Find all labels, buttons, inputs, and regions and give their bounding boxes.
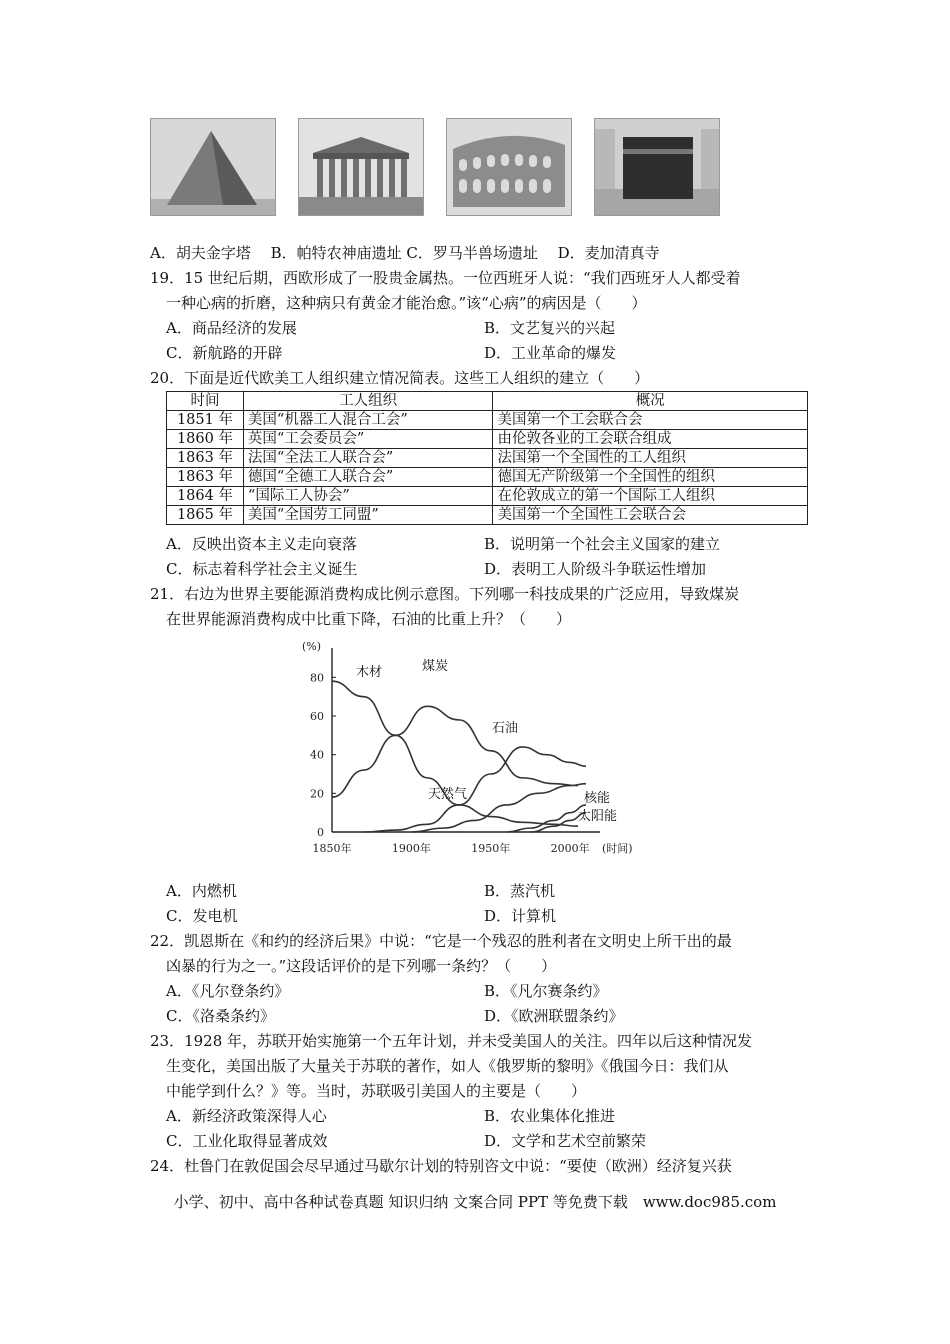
q21-option-d: D．计算机 (484, 907, 557, 925)
y-axis-label: (%) (302, 640, 322, 653)
series-line-1 (332, 706, 578, 797)
q20-stem: 20．下面是近代欧美工人组织建立情况简表。这些工人组织的建立（ ） (150, 369, 650, 387)
table-header-cell: 时间 (167, 392, 244, 411)
table-cell: 法国第一个全国性的工人组织 (493, 449, 808, 468)
q19-option-c: C．新航路的开辟 (166, 344, 283, 362)
parthenon-photo (298, 118, 424, 216)
q23-stem-line2: 生变化，美国出版了大量关于苏联的著作，如人《俄罗斯的黎明》《俄国今日：我们从 (166, 1057, 729, 1075)
table-row (167, 430, 808, 449)
table-cell: 1851 年 (167, 411, 244, 430)
y-tick-label: 20 (310, 787, 324, 801)
page-footer: 小学、初中、高中各种试卷真题 知识归纳 文案合同 PPT 等免费下载 www.doc985.com (173, 1193, 777, 1211)
series-label-3: 天然气 (428, 787, 468, 802)
series-label-1: 煤炭 (422, 659, 449, 674)
table-cell: 1865 年 (167, 506, 244, 525)
q20-option-a: A．反映出资本主义走向衰落 (166, 535, 357, 553)
q22-option-b: B．《凡尔赛条约》 (484, 982, 608, 1000)
q20-option-c: C．标志着科学社会主义诞生 (166, 560, 358, 578)
q23-option-a: A．新经济政策深得人心 (166, 1107, 327, 1125)
table-row (167, 487, 808, 506)
table-cell: 美国“全国劳工同盟” (243, 506, 493, 525)
table-header-row (167, 392, 808, 411)
table-cell: 1860 年 (167, 430, 244, 449)
q21-option-a: A．内燃机 (166, 882, 237, 900)
table-cell: 英国“工会委员会” (243, 430, 493, 449)
energy-consumption-chart (296, 636, 656, 860)
q20-option-d: D．表明工人阶级斗争联运性增加 (484, 560, 707, 578)
q22-option-a: A．《凡尔登条约》 (166, 982, 290, 1000)
photo-strip (150, 118, 720, 216)
worker-org-table (166, 391, 808, 525)
x-tick-label: 1850年 (312, 842, 352, 855)
q23-stem-line1: 23．1928 年，苏联开始实施第一个五年计划，并未受美国人的关注。四年以后这种情况发 (150, 1032, 753, 1050)
table-row (167, 506, 808, 525)
q24-stem-line1: 24．杜鲁门在敦促国会尽早通过马歇尔计划的特别咨文中说：“要使（欧洲）经济复兴获 (150, 1157, 732, 1175)
table-cell: 由伦敦各业的工会联合组成 (493, 430, 808, 449)
q21-stem-line1: 21．右边为世界主要能源消费构成比例示意图。下列哪一科技成果的广泛应用，导致煤炭 (150, 585, 740, 603)
q18-options: A．胡夫金字塔 B．帕特农神庙遗址 C．罗马半兽场遗址 D．麦加清真寺 (150, 244, 660, 262)
q23-option-d: D．文学和艺术空前繁荣 (484, 1132, 647, 1150)
x-tick-label: 1900年 (391, 842, 431, 855)
table-cell: 美国“机器工人混合工会” (243, 411, 493, 430)
q19-option-d: D．工业革命的爆发 (484, 344, 617, 362)
table-cell: “国际工人协会” (243, 487, 493, 506)
q23-option-b: B．农业集体化推进 (484, 1107, 616, 1125)
y-tick-label: 80 (310, 671, 324, 685)
table-cell: 在伦敦成立的第一个国际工人组织 (493, 487, 808, 506)
series-label-4: 核能 (584, 791, 611, 806)
table-row (167, 468, 808, 487)
table-header-cell: 工人组织 (243, 392, 493, 411)
q20-option-b: B．说明第一个社会主义国家的建立 (484, 535, 721, 553)
kaaba-photo (594, 118, 720, 216)
x-axis-label: (时间) (602, 842, 633, 855)
series-label-2: 石油 (492, 721, 519, 736)
table-cell: 1863 年 (167, 449, 244, 468)
table-cell: 1863 年 (167, 468, 244, 487)
q22-stem-line2: 凶暴的行为之一。”这段话评价的是下列哪一条约？（ ） (166, 957, 557, 975)
colosseum-photo (446, 118, 572, 216)
table-row (167, 449, 808, 468)
series-label-0: 木材 (356, 665, 383, 680)
q22-option-d: D．《欧洲联盟条约》 (484, 1007, 624, 1025)
table-cell: 德国“全德工人联合会” (243, 468, 493, 487)
q19-option-a: A．商品经济的发展 (166, 319, 297, 337)
x-tick-label: 2000年 (550, 842, 590, 855)
q19-stem-line1: 19．15 世纪后期，西欧形成了一股贵金属热。一位西班牙人说：“我们西班牙人人都受着 (150, 269, 741, 287)
table-header-cell: 概况 (493, 392, 808, 411)
q21-option-b: B．蒸汽机 (484, 882, 556, 900)
table-cell: 法国“全法工人联合会” (243, 449, 493, 468)
q22-stem-line1: 22．凯恩斯在《和约的经济后果》中说：“它是一个残忍的胜利者在文明史上所干出的最 (150, 932, 732, 950)
pyramid-photo (150, 118, 276, 216)
q23-option-c: C．工业化取得显著成效 (166, 1132, 328, 1150)
series-label-5: 太阳能 (578, 809, 618, 824)
y-tick-label: 40 (310, 748, 324, 762)
y-tick-label: 0 (317, 826, 324, 839)
x-tick-label: 1950年 (471, 842, 511, 855)
table-cell: 德国无产阶级第一个全国性的组织 (493, 468, 808, 487)
q19-option-b: B．文艺复兴的兴起 (484, 319, 616, 337)
table-cell: 美国第一个工会联合会 (493, 411, 808, 430)
table-cell: 美国第一个全国性工会联合会 (493, 506, 808, 525)
table-row (167, 411, 808, 430)
q21-option-c: C．发电机 (166, 907, 238, 925)
q23-stem-line3: 中能学到什么？》等。当时，苏联吸引美国人的主要是（ ） (166, 1082, 587, 1100)
q21-stem-line2: 在世界能源消费构成中比重下降，石油的比重上升？（ ） (166, 610, 572, 628)
q22-option-c: C．《洛桑条约》 (166, 1007, 275, 1025)
q19-stem-line2: 一种心病的折磨，这种病只有黄金才能治愈。”该“心病”的病因是（ ） (166, 294, 647, 312)
table-cell: 1864 年 (167, 487, 244, 506)
y-tick-label: 60 (310, 710, 324, 723)
